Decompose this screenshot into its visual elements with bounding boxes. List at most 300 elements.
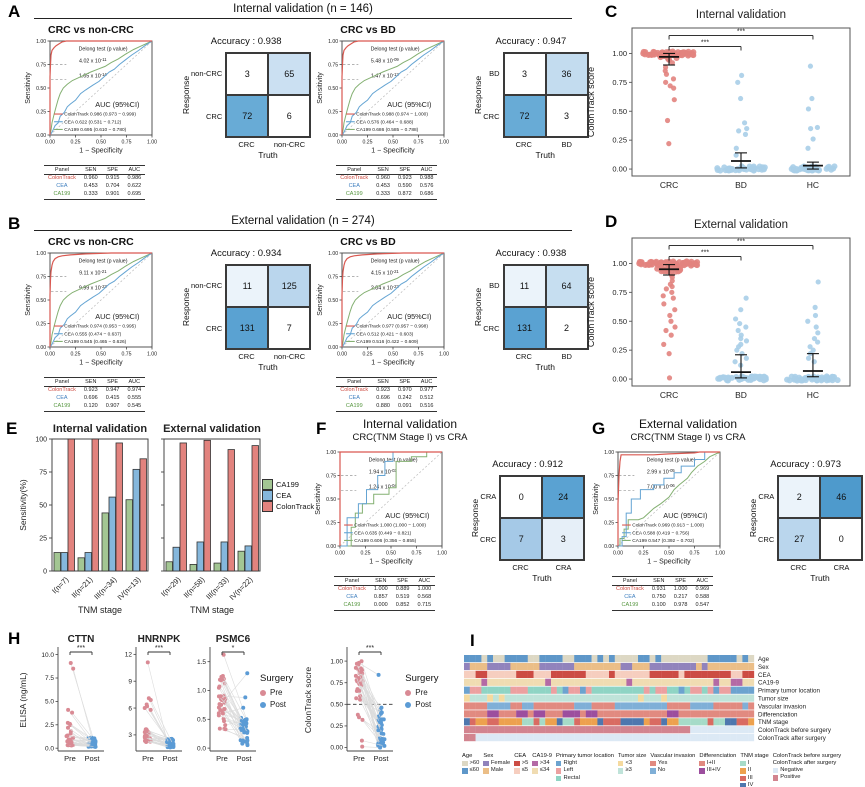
x-tick-label: 0.50 xyxy=(385,550,397,557)
bar-cea xyxy=(85,553,92,571)
roc-matrix-row xyxy=(312,447,585,611)
bar-colontrack xyxy=(204,440,211,571)
legend-title: Surgery xyxy=(405,673,439,684)
stats-value: 0.555 xyxy=(127,395,142,402)
matrix-cell: 3 xyxy=(226,53,268,95)
delong-title: Delong test (p value) xyxy=(78,46,128,53)
y-axis-label: Sensitivity xyxy=(25,284,32,316)
matrix-col-label: CRA xyxy=(555,563,572,572)
roc-block xyxy=(312,447,468,611)
roc-stats-table xyxy=(334,576,435,611)
legend-swatch xyxy=(699,761,705,767)
stats-value: 1.000 xyxy=(673,586,688,593)
matrix-col-label: non-CRC xyxy=(273,352,306,361)
x-axis-label: 1 − Specificity xyxy=(371,359,415,367)
matrix-col-label: CRC xyxy=(515,352,532,361)
matrix-cell: 11 xyxy=(226,265,268,307)
stats-value: 0.852 xyxy=(395,602,410,609)
matrix-cell: 6 xyxy=(268,95,310,137)
legend-label: Female xyxy=(490,760,511,766)
stats-panel-name: CA199 xyxy=(345,191,363,198)
x-tick-label: 0.75 xyxy=(121,139,132,146)
matrix-cell: 3 xyxy=(504,53,546,95)
matrix-cell: 72 xyxy=(226,95,268,137)
legend-item xyxy=(483,760,510,767)
x-tick-label: 1.00 xyxy=(439,351,450,358)
legend-dot xyxy=(260,690,266,696)
stats-value: 0.715 xyxy=(417,602,432,609)
stats-header: SEN xyxy=(653,577,665,584)
x-tick-label: 0.00 xyxy=(44,351,56,358)
bar-colontrack xyxy=(92,439,99,571)
legend-label: Left xyxy=(563,767,574,774)
y-tick-label: 0.75 xyxy=(330,679,344,687)
y-tick-label: 3 xyxy=(128,732,132,740)
legend-label: Yes xyxy=(657,760,668,766)
legend-group xyxy=(514,753,528,775)
x-tick-label: 0.50 xyxy=(95,351,107,358)
legend-group xyxy=(773,753,841,782)
stats-panel-name: ColonTrack xyxy=(616,586,644,593)
legend-item xyxy=(699,760,736,767)
y-tick-label: 0.50 xyxy=(36,85,47,92)
y-tick-label: 0.75 xyxy=(612,287,627,297)
bar-cea xyxy=(245,546,252,571)
stats-value: 0.974 xyxy=(127,387,142,394)
stats-value: 0.512 xyxy=(419,395,434,402)
stats-header: Panel xyxy=(54,166,69,173)
stats-value: 0.576 xyxy=(419,183,434,190)
response-axis-label: Response xyxy=(181,287,191,327)
surgery-legend xyxy=(260,673,293,711)
jitter-chart xyxy=(580,4,865,206)
auc-title: AUC (95%CI) xyxy=(387,99,432,109)
legend-dot xyxy=(405,690,411,696)
panel-a-header: Internal validation (n = 146) xyxy=(34,3,572,19)
stats-value: 0.960 xyxy=(376,175,390,182)
legend-label: Positive xyxy=(780,774,801,781)
stats-value: 0.242 xyxy=(397,395,412,402)
delong-value: 2.99 x $10^{-05}$ xyxy=(646,467,675,476)
matrix-grid xyxy=(225,264,311,350)
stats-header: SPE xyxy=(397,577,409,584)
y-tick-label: 1.00 xyxy=(36,38,47,45)
x-tick-label: 0.75 xyxy=(121,351,132,358)
legend-item xyxy=(740,775,768,782)
legend-label: ≥3 xyxy=(625,767,632,774)
y-tick-label: 0.75 xyxy=(604,473,615,480)
stats-value: 0.970 xyxy=(397,387,412,394)
legend-label: ≤5 xyxy=(521,767,529,774)
x-tick-label: II(n=21) xyxy=(69,575,95,600)
legend-swatch xyxy=(740,761,746,767)
accuracy-label: Accuracy : 0.938 xyxy=(210,36,282,47)
legend-swatch xyxy=(650,768,656,774)
stats-header: AUC xyxy=(420,378,433,385)
matrix-cell: 64 xyxy=(546,265,588,307)
y-tick-label: 0.50 xyxy=(330,701,344,709)
delong-value: 2.84 x $10^{-22}$ xyxy=(371,283,400,292)
bar-cea xyxy=(221,542,228,571)
x-tick-label: 0.00 xyxy=(612,550,624,557)
stats-value: 0.988 xyxy=(419,175,434,182)
y-tick-label: 1.00 xyxy=(330,658,344,666)
x-tick-label: 0.25 xyxy=(70,351,81,358)
roc-stats-table xyxy=(336,165,437,200)
matrix-cell: 3 xyxy=(542,518,584,560)
y-tick-label: 6 xyxy=(128,705,132,713)
legend-group-title: ColonTrack before surgery xyxy=(772,753,842,759)
stats-header: Panel xyxy=(347,166,362,173)
y-tick-label: 2.5 xyxy=(44,721,54,729)
bar-ca199 xyxy=(238,551,245,571)
x-tick-label: Pre xyxy=(216,754,228,763)
roc-chart xyxy=(22,36,178,164)
legend-group-title: CA19-9 xyxy=(532,753,552,759)
matrix-cell: 72 xyxy=(504,95,546,137)
bar-cea xyxy=(173,547,180,571)
auc-legend-entry: ColonTrack 0.986 (0.973 − 0.999) xyxy=(64,112,136,118)
x-tick-label: III(n=34) xyxy=(92,575,119,602)
matrix-row-label: non-CRC xyxy=(191,69,223,78)
x-axis-label: 1 − Specificity xyxy=(369,558,413,566)
legend-swatch xyxy=(773,768,779,774)
y-tick-label: 1.00 xyxy=(326,449,337,456)
stats-value: 0.333 xyxy=(376,191,390,198)
roc-block xyxy=(590,447,746,611)
delong-value: 1.94 x $10^{-03}$ xyxy=(368,467,397,476)
auc-legend-entry: CA199 0.547 (0.392 − 0.702) xyxy=(632,539,695,545)
significance-stars: *** xyxy=(736,238,746,246)
matrix-row-label: CRA xyxy=(480,492,497,501)
roc-chart xyxy=(590,447,746,575)
stats-panel-name: CA199 xyxy=(343,602,361,609)
matrix-col-label: CRC xyxy=(515,140,532,149)
stats-panel-name: ColonTrack xyxy=(338,586,366,593)
bar-ca199 xyxy=(214,563,221,571)
y-tick-label: 0.0 xyxy=(196,745,206,753)
confusion-matrix xyxy=(748,459,863,583)
bar-cea xyxy=(109,497,116,571)
delong-value: 4.15 x $10^{-21}$ xyxy=(371,268,400,277)
stats-header: SEN xyxy=(377,166,389,173)
legend-dot xyxy=(260,702,266,708)
legend-label: Post xyxy=(270,700,287,709)
legend-label: No xyxy=(657,767,666,774)
y-tick-label: 0.50 xyxy=(328,297,339,304)
x-tick-label: 0.75 xyxy=(413,139,424,146)
legend-item xyxy=(618,760,646,767)
stats-value: 0.453 xyxy=(83,183,98,190)
matrix-col-label: CRC xyxy=(790,563,807,572)
panel-f xyxy=(312,417,590,629)
y-tick-label: 0.00 xyxy=(328,344,339,351)
legend-label: ≤60 xyxy=(469,767,480,774)
panel-b-header: External validation (n = 274) xyxy=(34,215,572,231)
stats-panel-name: CA199 xyxy=(621,602,639,609)
matrix-cell: 24 xyxy=(542,476,584,518)
legend-item xyxy=(514,767,528,774)
roc-block xyxy=(314,236,470,412)
x-tick-label: 0.50 xyxy=(663,550,675,557)
panel-a xyxy=(0,0,578,212)
stats-panel-name: CEA xyxy=(346,594,358,601)
legend-swatch xyxy=(462,761,468,767)
x-tick-label: Post xyxy=(162,754,178,763)
x-axis-label: 1 − Specificity xyxy=(371,147,415,155)
heatmap-legend xyxy=(462,753,841,787)
matrix-row-label: BD xyxy=(489,281,500,290)
auc-title: AUC (95%CI) xyxy=(385,510,430,520)
y-axis-label: ColonTrack score xyxy=(586,276,596,348)
legend-group xyxy=(618,753,646,775)
legend-group-title: Tumor size xyxy=(617,753,647,759)
legend-dot xyxy=(405,702,411,708)
auc-title: AUC (95%CI) xyxy=(95,311,140,321)
stats-value: 0.622 xyxy=(127,183,142,190)
legend-item xyxy=(532,767,552,774)
y-tick-label: 0.00 xyxy=(330,744,344,752)
legend-group-title: ColonTrack after surgery xyxy=(772,760,837,766)
y-tick-label: 0.5 xyxy=(196,716,206,724)
stats-panel-name: CA199 xyxy=(345,403,363,410)
delong-value: 1.47 x $10^{-12}$ xyxy=(371,71,400,80)
significance-stars: *** xyxy=(366,645,375,652)
roc-stats-table xyxy=(44,377,145,412)
heatmap-row-label: ColonTrack before surgery xyxy=(758,727,832,735)
heatmap-row-label: Differenciation xyxy=(758,711,798,719)
stats-value: 1.000 xyxy=(373,586,388,593)
stats-value: 0.547 xyxy=(695,602,710,609)
y-tick-label: 0.75 xyxy=(36,274,47,281)
stats-value: 0.978 xyxy=(673,602,688,609)
accuracy-label: Accuracy : 0.938 xyxy=(495,248,567,259)
stats-header: AUC xyxy=(128,378,141,385)
legend-label: III xyxy=(747,774,753,781)
matrix-row-label: CRC xyxy=(206,112,223,121)
stats-value: 1.000 xyxy=(417,586,432,593)
legend-item xyxy=(260,699,293,711)
x-tick-label: 0.00 xyxy=(337,139,348,146)
roc-chart xyxy=(312,447,468,575)
paired-plot xyxy=(186,631,258,785)
y-tick-label: 7.5 xyxy=(44,675,54,683)
panel-label-h: H xyxy=(8,629,21,648)
auc-legend-entry: CEA 0.635 (0.449 − 0.821) xyxy=(354,531,412,537)
y-tick-label: 5.0 xyxy=(44,698,54,706)
legend-item xyxy=(260,687,293,699)
bar-chart xyxy=(14,419,154,619)
legend-item xyxy=(650,767,695,774)
y-axis-label: ColonTrack socre xyxy=(303,666,314,734)
confusion-matrix xyxy=(181,36,311,160)
stats-value: 0.217 xyxy=(673,594,688,601)
legend-swatch xyxy=(532,761,538,767)
y-tick-label: 0.0 xyxy=(44,745,54,753)
x-tick-label: BD xyxy=(735,390,747,400)
stats-header: SEN xyxy=(85,166,97,173)
auc-legend-entry: ColonTrack 0.974 (0.953 − 0.995) xyxy=(64,324,136,330)
stats-value: 0.415 xyxy=(105,395,120,402)
heatmap-row-label: Age xyxy=(758,656,770,663)
matrix-cell: 131 xyxy=(504,307,546,349)
stats-value: 0.915 xyxy=(105,175,120,182)
stats-value: 0.986 xyxy=(127,175,142,182)
roc-stats-table xyxy=(44,165,145,200)
y-tick-label: 0.25 xyxy=(36,109,47,116)
paired-plot xyxy=(299,631,403,785)
stats-panel-name: CEA xyxy=(348,183,360,190)
legend-swatch xyxy=(483,768,489,774)
legend-label: CA199 xyxy=(276,480,299,489)
stats-value: 0.923 xyxy=(376,387,390,394)
legend-group xyxy=(556,753,614,782)
auc-title: AUC (95%CI) xyxy=(663,510,708,520)
legend-item xyxy=(556,760,614,767)
legend-swatch xyxy=(699,768,705,774)
matrix-row-label: CRC xyxy=(483,112,500,121)
y-tick-label: 1.0 xyxy=(196,687,206,695)
auc-title: AUC (95%CI) xyxy=(387,311,432,321)
legend-swatch xyxy=(462,768,468,774)
truth-axis-label: Truth xyxy=(532,573,552,583)
heatmap-row-label: Sex xyxy=(758,663,769,671)
x-tick-label: 1.00 xyxy=(436,550,448,557)
y-tick-label: 1.00 xyxy=(612,48,627,58)
y-tick-label: 0.25 xyxy=(330,723,344,731)
confusion-matrix xyxy=(181,248,311,372)
legend-label: ≤34 xyxy=(539,767,550,774)
y-tick-label: 0.75 xyxy=(326,473,337,480)
y-tick-label: 0.00 xyxy=(612,374,627,384)
delong-title: Delong test (p value) xyxy=(370,258,420,265)
matrix-row-label: non-CRC xyxy=(191,281,223,290)
stats-header: AUC xyxy=(696,577,709,584)
y-tick-label: 50 xyxy=(39,502,47,510)
auc-legend-entry: CEA 0.588 (0.419 − 0.756) xyxy=(632,531,690,537)
matrix-row-label: CRC xyxy=(480,535,497,544)
stats-value: 0.923 xyxy=(83,387,98,394)
auc-title: AUC (95%CI) xyxy=(95,99,140,109)
truth-axis-label: Truth xyxy=(258,150,278,160)
matrix-col-label: CRC xyxy=(238,352,255,361)
x-tick-label: HC xyxy=(806,390,820,400)
legend-group-title: CEA xyxy=(514,753,527,759)
stats-value: 0.696 xyxy=(376,395,390,402)
bar-colontrack xyxy=(140,459,147,571)
legend-group xyxy=(699,753,736,775)
stats-value: 0.696 xyxy=(83,395,98,402)
matrix-row-label: CRC xyxy=(758,535,775,544)
x-tick-label: I(n=29) xyxy=(159,575,183,599)
stats-panel-name: CEA xyxy=(56,395,68,402)
legend-label: IV xyxy=(747,782,754,787)
significance-stars: *** xyxy=(76,645,86,652)
y-tick-label: 0.25 xyxy=(604,520,615,527)
panel-g xyxy=(590,417,865,629)
y-tick-label: 25 xyxy=(39,535,47,543)
legend-swatch xyxy=(556,768,562,774)
legend-label: >5 xyxy=(521,760,529,766)
x-tick-label: 0.75 xyxy=(413,351,424,358)
legend-item xyxy=(405,687,438,699)
legend-title: Surgery xyxy=(260,673,294,684)
y-tick-label: 0.50 xyxy=(604,496,615,503)
matrix-cell: 27 xyxy=(778,518,820,560)
delong-title: Delong test (p value) xyxy=(368,457,418,464)
roc-title: CRC vs BD xyxy=(340,236,396,248)
stats-header: SPE xyxy=(675,577,687,584)
significance-stars: *** xyxy=(700,39,710,47)
auc-legend-entry: ColonTrack 0.977 (0.957 − 0.998) xyxy=(356,324,429,330)
bar-ca199 xyxy=(190,564,197,571)
x-tick-label: 0.50 xyxy=(95,139,107,146)
plot-title: HNRNPK xyxy=(137,634,181,645)
y-tick-label: 9 xyxy=(128,678,132,686)
heatmap-row-label: Primary tumor location xyxy=(758,687,820,695)
bar-cea xyxy=(61,553,68,571)
legend-item xyxy=(462,760,479,767)
stats-value: 0.960 xyxy=(83,175,98,182)
auc-legend-entry: CA199 0.606 (0.356 − 0.855) xyxy=(354,539,417,545)
matrix-cell: 7 xyxy=(268,307,310,349)
legend-label: >60 xyxy=(469,760,480,766)
significance-stars: * xyxy=(231,645,235,652)
legend-swatch xyxy=(262,501,273,512)
roc-chart xyxy=(314,36,470,164)
stats-header: SPE xyxy=(107,378,119,385)
matrix-grid xyxy=(777,475,863,561)
y-tick-label: 0.75 xyxy=(328,62,339,69)
x-tick-label: IV(n=22) xyxy=(227,575,255,602)
roc-title: CRC vs non-CRC xyxy=(48,236,134,248)
heatmap-row-label: CA19-9 xyxy=(758,679,779,687)
stats-header: AUC xyxy=(418,577,431,584)
delong-value: 4.02 x $10^{-11}$ xyxy=(79,56,107,65)
legend-swatch xyxy=(514,761,520,767)
stats-value: 0.590 xyxy=(397,183,412,190)
x-tick-label: 1.00 xyxy=(146,139,158,146)
surgery-legend xyxy=(405,673,438,711)
stats-value: 0.686 xyxy=(419,191,434,198)
auc-legend-entry: CA199 0.545 (0.465 − 0.626) xyxy=(64,340,127,346)
y-tick-label: 0.00 xyxy=(612,164,627,174)
legend-swatch xyxy=(618,761,624,767)
legend-group-title: TNM stage xyxy=(740,753,769,759)
delong-title: Delong test (p value) xyxy=(78,258,128,265)
legend-item xyxy=(405,699,438,711)
panel-label-a: A xyxy=(8,2,21,21)
truth-axis-label: Truth xyxy=(810,573,830,583)
x-axis-label: 1 − Specificity xyxy=(79,359,123,367)
legend-swatch xyxy=(483,761,489,767)
legend-group-title: Age xyxy=(462,753,473,759)
panel-h xyxy=(0,627,462,787)
legend-swatch xyxy=(773,775,779,781)
roc-block xyxy=(314,24,470,200)
legend-swatch xyxy=(618,768,624,774)
stats-value: 0.931 xyxy=(651,586,666,593)
matrix-cell: 3 xyxy=(546,95,588,137)
stats-header: AUC xyxy=(420,166,433,173)
legend-item xyxy=(740,760,768,767)
response-axis-label: Response xyxy=(473,75,484,115)
roc-block xyxy=(22,24,178,200)
y-tick-label: 0.50 xyxy=(328,85,339,92)
bar-ca199 xyxy=(78,558,85,571)
legend-item xyxy=(699,767,736,774)
stats-value: 0.889 xyxy=(395,586,410,593)
